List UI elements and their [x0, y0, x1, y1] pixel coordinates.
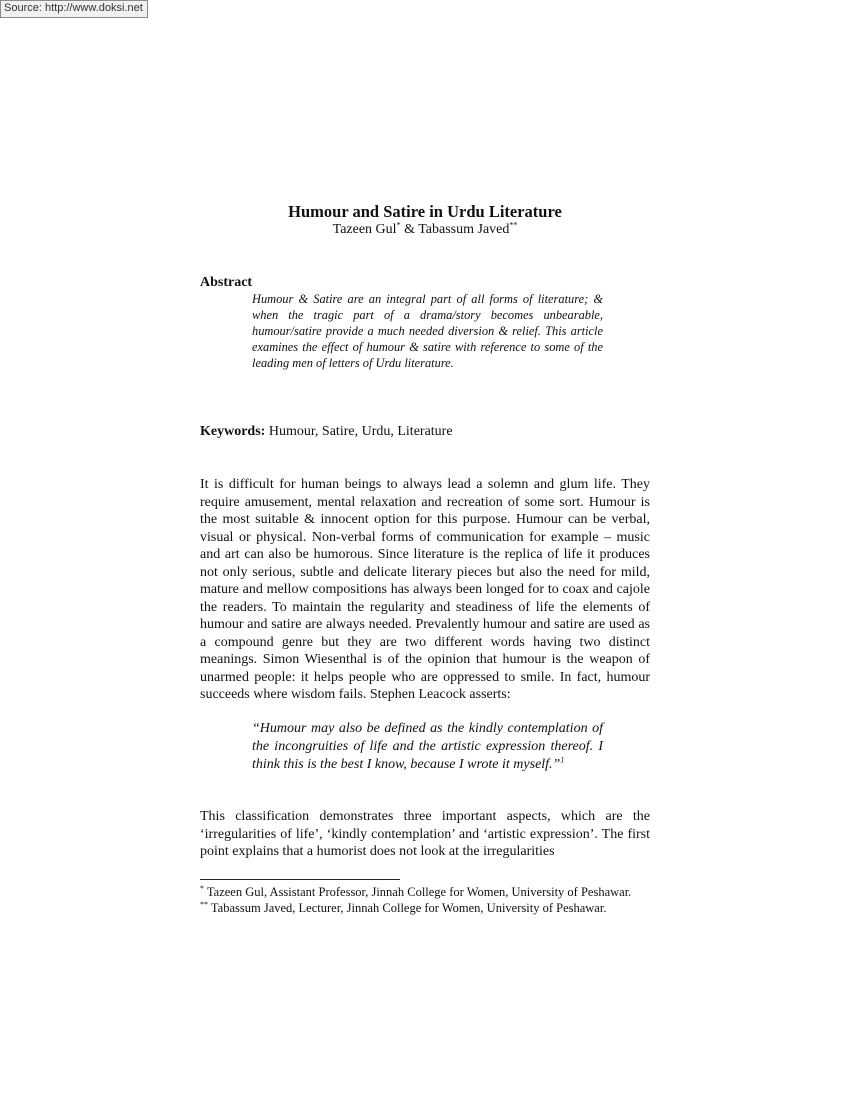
footnotes	[200, 885, 640, 916]
abstract-text: Humour & Satire are an integral part of all forms of literature; & when the tragic part of a drama/story becomes unbearable, humour/satire provide a much needed diversion & relief. This article examines the effect of humour & satire with reference to some of the leading men of letters of Urdu literature.	[252, 292, 603, 370]
author-line	[200, 221, 650, 238]
author-2-mark: **	[509, 220, 518, 230]
paper-title: Humour and Satire in Urdu Literature	[288, 202, 562, 221]
footnote-2	[200, 901, 640, 917]
footnote-2-mark: **	[200, 899, 208, 909]
footnote-1	[200, 885, 640, 901]
block-quote	[252, 720, 603, 774]
footnote-divider	[200, 879, 400, 880]
keywords-label: Keywords:	[200, 424, 266, 439]
title-block	[200, 203, 650, 238]
keywords-line	[200, 423, 453, 440]
quote-text: “Humour may also be defined as the kindly contemplation of the incongruities of life and the artistic expression thereof. I think this is the best I know, because I wrote it myself.”	[252, 721, 603, 772]
abstract-heading: Abstract	[200, 275, 253, 290]
author-separator: &	[400, 222, 419, 237]
footnote-2-text: Tabassum Javed, Lecturer, Jinnah College for Women, University of Peshawar.	[208, 900, 607, 915]
body-paragraph-2: This classification demonstrates three important aspects, which are the ‘irregularities of life’, ‘kindly contemplation’ and ‘artistic expression’. The first point explains that a humorist does not look at the irregularities	[200, 809, 650, 859]
author-2: Tabassum Javed	[418, 222, 510, 237]
author-1: Tazeen Gul	[332, 222, 397, 237]
footnote-1-text: Tazeen Gul, Assistant Professor, Jinnah College for Women, University of Peshawar.	[204, 885, 632, 899]
quote-footnote-ref: 1	[560, 755, 565, 765]
author-1-mark: *	[396, 220, 401, 230]
footnote-1-mark: *	[200, 883, 204, 893]
keywords-value: Humour, Satire, Urdu, Literature	[265, 424, 453, 439]
body-paragraph-1: It is difficult for human beings to always lead a solemn and glum life. They require amusement, mental relaxation and recreation of some sort. Humour is the most suitable & innocent option for this purpose. Humour can be verbal, visual or physical. Non-verbal forms of communication for example – music and art can also be humorous. Since literature is the replica of life it produces not only serious, subtle and delicate literary pieces but also the need for mild, mature and mellow compositions has always been longed for to coax and cajole the readers. To maintain the regularity and steadiness of life the elements of humour and satire are always needed. Prevalently humour and satire are used as a compound genre but they are two different words having two distinct meanings. Simon Wiesenthal is of the opinion that humour is the weapon of unarmed people: it helps people who are oppressed to smile. In fact, humour succeeds where wisdom fails. Stephen Leacock asserts:	[200, 477, 650, 702]
source-label: Source: http://www.doksi.net	[0, 0, 148, 18]
